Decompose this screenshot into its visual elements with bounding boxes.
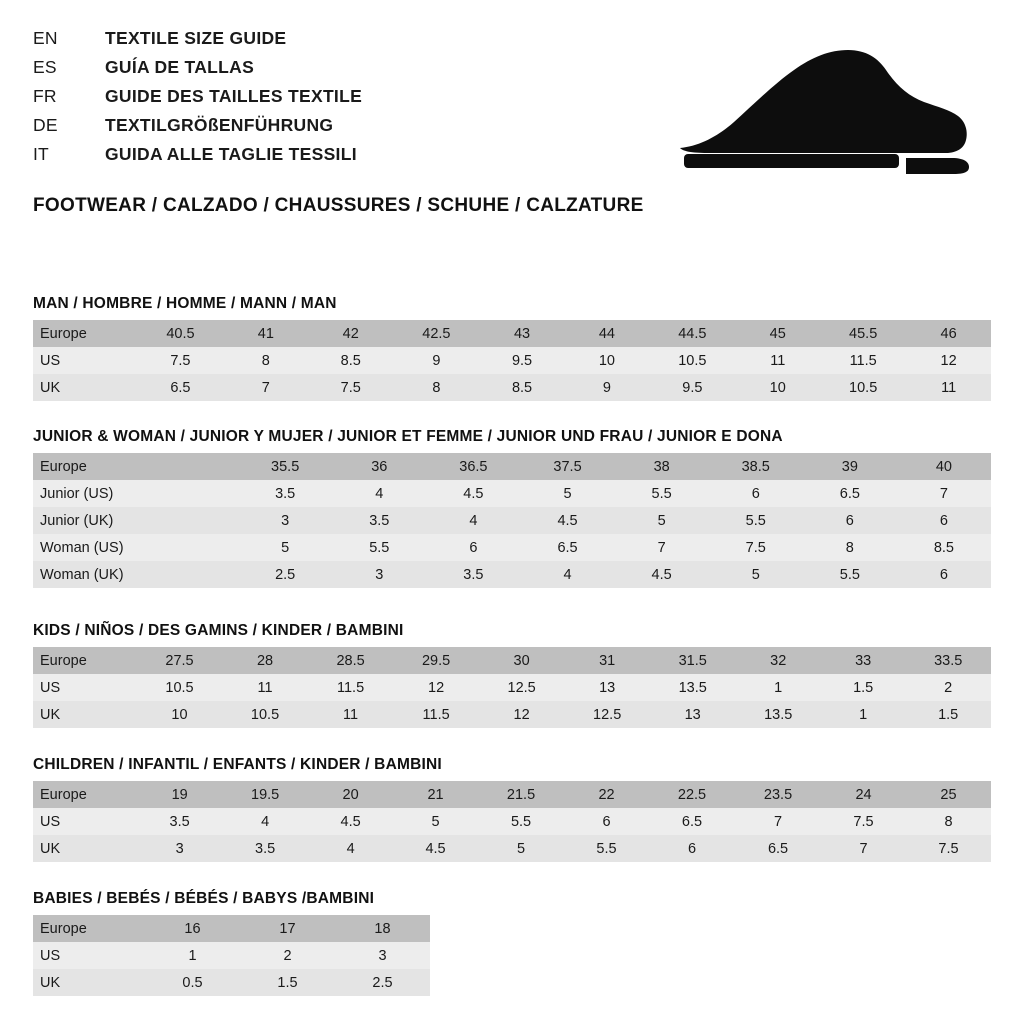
cell: 4 [520, 561, 614, 588]
row-label: Europe [33, 915, 145, 942]
cell: 12 [393, 674, 479, 701]
cell: 0.5 [145, 969, 240, 996]
table-row [33, 647, 991, 674]
cell: 6.5 [803, 480, 897, 507]
cell: 38 [615, 453, 709, 480]
cell: 12.5 [479, 674, 565, 701]
cell: 5 [615, 507, 709, 534]
cell: 7.5 [906, 835, 991, 862]
size-table-babies [33, 915, 430, 996]
cell: 6 [803, 507, 897, 534]
cell: 4 [222, 808, 308, 835]
cell: 2.5 [238, 561, 332, 588]
cell: 9 [565, 374, 650, 401]
row-label: Woman (US) [33, 534, 144, 561]
cell: 5.5 [332, 534, 426, 561]
row-label: UK [33, 969, 145, 996]
cell: 21 [393, 781, 478, 808]
cell: 22.5 [649, 781, 735, 808]
cell: 42.5 [393, 320, 479, 347]
section-title: JUNIOR & WOMAN / JUNIOR Y MUJER / JUNIOR ET FEMME / JUNIOR UND FRAU / JUNIOR E DONA [33, 428, 783, 445]
cell [144, 561, 238, 588]
cell: 3.5 [137, 808, 222, 835]
section-kids [33, 622, 991, 728]
cell: 7.5 [709, 534, 803, 561]
table-row [33, 453, 991, 480]
cell: 6 [709, 480, 803, 507]
cell: 6.5 [520, 534, 614, 561]
row-label: Europe [33, 647, 137, 674]
cell: 8 [224, 347, 309, 374]
cell: 4.5 [393, 835, 478, 862]
cell: 42 [308, 320, 393, 347]
table-row [33, 808, 991, 835]
cell: 6.5 [735, 835, 821, 862]
row-label: Junior (UK) [33, 507, 144, 534]
cell: 44 [565, 320, 650, 347]
cell: 28 [222, 647, 308, 674]
table-row [33, 507, 991, 534]
row-label: UK [33, 835, 137, 862]
cell: 3 [137, 835, 222, 862]
cell: 10.5 [137, 674, 223, 701]
language-code: FR [33, 86, 57, 106]
cell: 13.5 [735, 701, 821, 728]
table-row [33, 701, 991, 728]
language-title: GUIDE DES TAILLES TEXTILE [105, 86, 363, 106]
cell: 10.5 [222, 701, 308, 728]
cell: 40.5 [137, 320, 223, 347]
table-row [33, 347, 991, 374]
row-label: UK [33, 374, 137, 401]
cell: 7 [897, 480, 991, 507]
cell: 1 [821, 701, 905, 728]
cell: 36 [332, 453, 426, 480]
cell: 5 [520, 480, 614, 507]
cell: 43 [479, 320, 564, 347]
cell: 5.5 [564, 835, 649, 862]
cell: 7 [224, 374, 309, 401]
table-row [33, 781, 991, 808]
cell: 8 [803, 534, 897, 561]
cell: 9.5 [649, 374, 735, 401]
cell: 29.5 [393, 647, 479, 674]
cell: 11 [735, 347, 820, 374]
cell: 5 [709, 561, 803, 588]
section-man [33, 295, 991, 401]
cell: 19 [137, 781, 222, 808]
row-label: US [33, 674, 137, 701]
cell [144, 480, 238, 507]
cell [144, 534, 238, 561]
cell: 3 [335, 942, 430, 969]
cell [144, 453, 238, 480]
dress-shoe-icon [670, 40, 980, 180]
cell: 35.5 [238, 453, 332, 480]
cell: 45 [735, 320, 820, 347]
cell: 4.5 [426, 480, 520, 507]
cell: 10 [735, 374, 820, 401]
cell: 6 [649, 835, 735, 862]
row-label: UK [33, 701, 137, 728]
cell: 9 [393, 347, 479, 374]
size-table-man [33, 320, 991, 401]
language-title: GUÍA DE TALLAS [105, 57, 255, 77]
cell: 12.5 [564, 701, 650, 728]
table-row [33, 915, 430, 942]
cell: 6 [564, 808, 649, 835]
cell: 36.5 [426, 453, 520, 480]
cell: 5 [238, 534, 332, 561]
cell: 3.5 [238, 480, 332, 507]
cell: 5 [478, 835, 564, 862]
cell: 31 [564, 647, 650, 674]
section-title: MAN / HOMBRE / HOMME / MANN / MAN [33, 295, 337, 312]
cell: 13 [650, 701, 736, 728]
cell: 37.5 [520, 453, 614, 480]
cell: 41 [224, 320, 309, 347]
section-junior-woman [33, 428, 991, 588]
table-row [33, 534, 991, 561]
language-code: EN [33, 28, 58, 48]
cell: 7 [821, 835, 906, 862]
cell: 31.5 [650, 647, 736, 674]
table-row [33, 480, 991, 507]
language-title: TEXTILGRÖßENFÜHRUNG [105, 115, 334, 135]
cell: 10 [565, 347, 650, 374]
cell: 22 [564, 781, 649, 808]
cell: 4 [332, 480, 426, 507]
cell: 5.5 [615, 480, 709, 507]
row-label: US [33, 808, 137, 835]
cell: 30 [479, 647, 565, 674]
cell: 13 [564, 674, 650, 701]
cell: 12 [906, 347, 991, 374]
table-row [33, 969, 430, 996]
cell: 20 [308, 781, 393, 808]
cell: 17 [240, 915, 335, 942]
row-label: Junior (US) [33, 480, 144, 507]
row-label: Europe [33, 320, 137, 347]
cell: 8.5 [479, 374, 564, 401]
cell: 6 [897, 507, 991, 534]
cell: 11.5 [820, 347, 906, 374]
language-code: IT [33, 144, 49, 164]
cell: 40 [897, 453, 991, 480]
cell: 10 [137, 701, 223, 728]
cell: 4.5 [520, 507, 614, 534]
table-row [33, 561, 991, 588]
cell: 5 [393, 808, 478, 835]
table-row [33, 674, 991, 701]
cell: 27.5 [137, 647, 223, 674]
cell: 2.5 [335, 969, 430, 996]
cell: 16 [145, 915, 240, 942]
cell: 8.5 [897, 534, 991, 561]
table-row [33, 374, 991, 401]
size-table-children [33, 781, 991, 862]
size-table-junior-woman [33, 453, 991, 588]
cell: 4 [308, 835, 393, 862]
section-title: KIDS / NIÑOS / DES GAMINS / KINDER / BAMBINI [33, 622, 404, 639]
cell: 2 [905, 674, 991, 701]
row-label: Europe [33, 453, 144, 480]
section-title: BABIES / BEBÉS / BÉBÉS / BABYS /BAMBINI [33, 890, 375, 907]
footwear-heading: FOOTWEAR / CALZADO / CHAUSSURES / SCHUHE / CALZATURE [33, 195, 644, 216]
cell: 21.5 [478, 781, 564, 808]
table-row [33, 942, 430, 969]
cell: 1 [735, 674, 821, 701]
language-title: GUIDA ALLE TAGLIE TESSILI [105, 144, 357, 164]
cell: 13.5 [650, 674, 736, 701]
cell: 38.5 [709, 453, 803, 480]
cell: 28.5 [308, 647, 394, 674]
cell: 32 [735, 647, 821, 674]
cell: 5.5 [709, 507, 803, 534]
table-row [33, 835, 991, 862]
cell: 6 [426, 534, 520, 561]
size-table-kids [33, 647, 991, 728]
cell: 10.5 [649, 347, 735, 374]
cell: 8.5 [308, 347, 393, 374]
cell: 18 [335, 915, 430, 942]
cell: 12 [479, 701, 565, 728]
cell: 3.5 [222, 835, 308, 862]
cell: 1.5 [240, 969, 335, 996]
language-code: ES [33, 57, 57, 77]
table-row [33, 320, 991, 347]
cell: 23.5 [735, 781, 821, 808]
cell: 3 [332, 561, 426, 588]
cell: 9.5 [479, 347, 564, 374]
cell: 2 [240, 942, 335, 969]
cell: 19.5 [222, 781, 308, 808]
section-babies [33, 890, 991, 996]
row-label: Europe [33, 781, 137, 808]
language-title: TEXTILE SIZE GUIDE [105, 28, 287, 48]
cell: 11.5 [393, 701, 479, 728]
cell: 8 [393, 374, 479, 401]
cell: 10.5 [820, 374, 906, 401]
cell: 4 [426, 507, 520, 534]
cell: 3.5 [332, 507, 426, 534]
cell: 11 [308, 701, 394, 728]
row-label: US [33, 347, 137, 374]
cell: 44.5 [649, 320, 735, 347]
cell: 11 [906, 374, 991, 401]
language-code: DE [33, 115, 58, 135]
row-label: US [33, 942, 145, 969]
cell: 11 [222, 674, 308, 701]
section-children [33, 756, 991, 862]
cell: 4.5 [615, 561, 709, 588]
cell: 11.5 [308, 674, 394, 701]
cell: 7.5 [137, 347, 223, 374]
cell [144, 507, 238, 534]
cell: 25 [906, 781, 991, 808]
cell: 7.5 [308, 374, 393, 401]
section-title: CHILDREN / INFANTIL / ENFANTS / KINDER / BAMBINI [33, 756, 442, 773]
cell: 1.5 [905, 701, 991, 728]
cell: 6.5 [137, 374, 223, 401]
row-label: Woman (UK) [33, 561, 144, 588]
cell: 8 [906, 808, 991, 835]
cell: 45.5 [820, 320, 906, 347]
cell: 5.5 [478, 808, 564, 835]
cell: 39 [803, 453, 897, 480]
cell: 1.5 [821, 674, 905, 701]
cell: 7 [735, 808, 821, 835]
cell: 6.5 [649, 808, 735, 835]
cell: 33 [821, 647, 905, 674]
cell: 4.5 [308, 808, 393, 835]
cell: 7.5 [821, 808, 906, 835]
cell: 33.5 [905, 647, 991, 674]
cell: 46 [906, 320, 991, 347]
cell: 3.5 [426, 561, 520, 588]
cell: 7 [615, 534, 709, 561]
cell: 3 [238, 507, 332, 534]
cell: 24 [821, 781, 906, 808]
cell: 1 [145, 942, 240, 969]
cell: 5.5 [803, 561, 897, 588]
cell: 6 [897, 561, 991, 588]
